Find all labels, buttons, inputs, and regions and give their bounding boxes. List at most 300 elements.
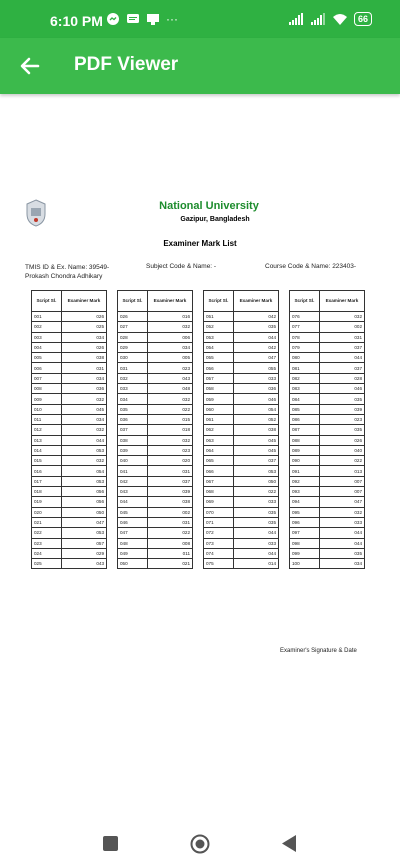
examiner-mark: 056 [61,497,106,507]
script-number: 063 [204,435,234,445]
table-row [118,559,193,569]
script-number: 018 [32,487,62,497]
examiner-mark: 037 [147,476,192,486]
script-number: 026 [118,312,148,322]
script-number: 057 [204,373,234,383]
examiner-mark: 044 [319,538,364,548]
examiner-mark: 038 [61,353,106,363]
table-row [118,322,193,332]
table-row [118,342,193,352]
script-number: 048 [118,538,148,548]
table-row [204,332,279,342]
table-row [204,476,279,486]
script-number: 061 [204,414,234,424]
script-number: 040 [118,456,148,466]
table-row [290,445,365,455]
examiner-mark: 022 [319,456,364,466]
table-row [290,497,365,507]
script-number: 042 [118,476,148,486]
table-row [204,384,279,394]
back-arrow-icon[interactable] [16,52,44,80]
examiner-mark: 050 [61,507,106,517]
script-number: 030 [118,353,148,363]
examiner-mark: 055 [233,363,278,373]
script-number: 053 [204,332,234,342]
clock: 6:10 PM [50,13,103,29]
col-header-script: Script Sl. [204,291,234,312]
script-number: 075 [204,559,234,569]
examiner-mark: 036 [233,384,278,394]
table-row [204,394,279,404]
mark-table [203,290,279,569]
table-row [32,507,107,517]
examiner-mark: 002 [319,322,364,332]
home-icon[interactable] [190,834,210,854]
examiner-mark: 031 [61,363,106,373]
table-row [204,507,279,517]
table-row [32,466,107,476]
table-row [118,332,193,342]
table-row [32,538,107,548]
table-row [204,517,279,527]
examiner-mark: 032 [61,425,106,435]
table-row [290,414,365,424]
script-number: 081 [290,363,320,373]
script-number: 016 [32,466,62,476]
examiner-mark: 054 [61,466,106,476]
table-row [118,548,193,558]
messenger-icon [106,12,120,26]
table-row [32,548,107,558]
script-number: 012 [32,425,62,435]
script-number: 074 [204,548,234,558]
script-number: 007 [32,373,62,383]
script-number: 097 [290,528,320,538]
examiner-mark: 022 [233,487,278,497]
table-row [118,476,193,486]
table-row [118,404,193,414]
message-icon [126,12,140,26]
signal-2-icon [310,12,326,26]
table-row [290,342,365,352]
table-row [118,312,193,322]
examiner-mark: 018 [147,425,192,435]
table-row [204,342,279,352]
script-number: 035 [118,404,148,414]
script-number: 002 [32,322,62,332]
table-row [32,435,107,445]
script-number: 043 [118,487,148,497]
script-number: 003 [32,332,62,342]
examiner-mark: 054 [233,404,278,414]
examiner-mark: 032 [61,394,106,404]
table-row [290,332,365,342]
table-row [32,528,107,538]
script-number: 088 [290,435,320,445]
examiner-mark: 035 [233,507,278,517]
examiner-mark: 040 [319,445,364,455]
table-row [204,425,279,435]
examiner-mark: 014 [233,559,278,569]
examiner-mark: 056 [61,487,106,497]
script-number: 041 [118,466,148,476]
examiner-mark: 038 [233,425,278,435]
examiner-mark: 031 [147,517,192,527]
table-row [204,456,279,466]
script-number: 052 [204,322,234,332]
examiner-mark: 043 [61,559,106,569]
table-row [204,414,279,424]
more-notifications: ··· [166,12,178,26]
examiner-mark: 050 [233,476,278,486]
col-header-mark: Examiner Mark [319,291,364,312]
script-number: 100 [290,559,320,569]
script-number: 073 [204,538,234,548]
examiner-mark: 048 [147,384,192,394]
examiner-mark: 035 [233,517,278,527]
course-info: Course Code & Name: 223403- [265,263,357,270]
examiner-mark: 025 [61,322,106,332]
table-row [290,363,365,373]
wifi-icon [332,12,348,26]
script-number: 092 [290,476,320,486]
script-number: 089 [290,445,320,455]
script-number: 027 [118,322,148,332]
examiner-mark: 002 [147,507,192,517]
table-row [118,425,193,435]
table-row [290,487,365,497]
script-number: 067 [204,476,234,486]
table-row [118,384,193,394]
script-number: 013 [32,435,62,445]
script-number: 064 [204,445,234,455]
script-number: 071 [204,517,234,527]
table-row [290,435,365,445]
script-number: 065 [204,456,234,466]
script-number: 093 [290,487,320,497]
table-row [290,528,365,538]
table-row [32,476,107,486]
examiner-mark: 026 [61,312,106,322]
script-number: 077 [290,322,320,332]
examiner-mark: 021 [147,559,192,569]
table-row [32,332,107,342]
table-row [118,394,193,404]
table-row [32,517,107,527]
examiner-mark: 034 [61,414,106,424]
document-title: Examiner Mark List [163,239,237,248]
table-row [204,404,279,414]
examiner-mark: 032 [319,312,364,322]
table-row [290,548,365,558]
script-number: 036 [118,414,148,424]
examiner-mark: 047 [61,517,106,527]
examiner-mark: 032 [319,507,364,517]
examiner-mark: 006 [147,332,192,342]
script-number: 020 [32,507,62,517]
examiner-mark: 037 [319,363,364,373]
examiner-mark: 028 [319,373,364,383]
examiner-mark: 036 [61,384,106,394]
table-row [32,384,107,394]
examiner-mark: 005 [147,353,192,363]
script-number: 059 [204,394,234,404]
examiner-mark: 043 [147,373,192,383]
table-row [290,517,365,527]
table-row [204,559,279,569]
table-row [32,322,107,332]
table-row [118,517,193,527]
status-bar [0,0,400,38]
table-row [290,404,365,414]
script-number: 015 [32,456,62,466]
script-number: 038 [118,435,148,445]
table-row [290,384,365,394]
table-row [118,538,193,548]
script-number: 058 [204,384,234,394]
script-number: 078 [290,332,320,342]
table-row [32,425,107,435]
table-row [204,497,279,507]
script-number: 039 [118,445,148,455]
table-row [118,456,193,466]
notification-icons [106,12,178,26]
script-number: 072 [204,528,234,538]
examiner-mark: 029 [61,548,106,558]
examiner-mark: 046 [319,384,364,394]
table-row [118,435,193,445]
script-number: 044 [118,497,148,507]
script-number: 090 [290,456,320,466]
examiner-mark: 034 [319,559,364,569]
examiner-mark: 023 [319,414,364,424]
table-row [32,373,107,383]
table-row [32,312,107,322]
script-number: 070 [204,507,234,517]
examiner-mark: 035 [233,322,278,332]
table-row [32,394,107,404]
script-number: 086 [290,414,320,424]
table-row [290,425,365,435]
mark-table [117,290,193,569]
table-row [204,312,279,322]
table-row [290,559,365,569]
table-row [118,373,193,383]
table-row [32,414,107,424]
table-row [32,497,107,507]
table-row [290,394,365,404]
script-number: 050 [118,559,148,569]
script-number: 060 [204,404,234,414]
script-number: 037 [118,425,148,435]
script-number: 029 [118,342,148,352]
examiner-mark: 053 [61,528,106,538]
col-header-script: Script Sl. [32,291,62,312]
examiner-mark: 023 [147,363,192,373]
examiner-mark: 031 [147,466,192,476]
script-number: 085 [290,404,320,414]
script-number: 055 [204,353,234,363]
examiner-mark: 026 [319,435,364,445]
table-row [204,528,279,538]
script-number: 009 [32,394,62,404]
script-number: 001 [32,312,62,322]
examiner-mark: 053 [61,445,106,455]
examiner-mark: 022 [147,528,192,538]
script-number: 004 [32,342,62,352]
script-number: 028 [118,332,148,342]
table-row [118,507,193,517]
examiner-mark: 038 [147,497,192,507]
table-row [32,456,107,466]
script-number: 031 [118,363,148,373]
table-row [32,487,107,497]
examiner-mark: 026 [61,342,106,352]
examiner-mark: 044 [233,548,278,558]
script-number: 017 [32,476,62,486]
script-number: 096 [290,517,320,527]
examiner-mark: 044 [61,435,106,445]
examiner-mark: 022 [147,404,192,414]
back-nav-icon[interactable] [282,835,296,852]
examiner-mark: 044 [233,528,278,538]
examiner-mark: 053 [61,476,106,486]
examiner-mark: 033 [233,538,278,548]
examiner-mark: 035 [319,425,364,435]
table-row [290,507,365,517]
script-number: 023 [32,538,62,548]
examiner-mark: 033 [233,373,278,383]
examiner-mark: 032 [147,394,192,404]
table-row [290,312,365,322]
examiner-mark: 035 [319,394,364,404]
examiner-mark: 023 [147,445,192,455]
table-row [118,487,193,497]
table-row [204,466,279,476]
script-number: 008 [32,384,62,394]
examiner-mark: 033 [319,517,364,527]
mark-table [289,290,365,569]
table-row [204,373,279,383]
script-number: 076 [290,312,320,322]
table-row [290,353,365,363]
mark-tables [31,290,365,569]
navigation-bar [0,820,400,867]
table-row [204,487,279,497]
table-row [118,466,193,476]
examiner-mark: 016 [147,312,192,322]
table-row [32,404,107,414]
script-number: 021 [32,517,62,527]
examiner-mark: 044 [233,332,278,342]
script-number: 049 [118,548,148,558]
script-number: 056 [204,363,234,373]
examiner-mark: 045 [233,435,278,445]
script-number: 054 [204,342,234,352]
examiner-mark: 020 [147,456,192,466]
document-header [25,200,375,223]
script-number: 045 [118,507,148,517]
table-row [32,559,107,569]
script-number: 006 [32,363,62,373]
col-header-mark: Examiner Mark [233,291,278,312]
script-number: 019 [32,497,62,507]
examiner-mark: 015 [147,414,192,424]
table-row [32,342,107,352]
table-row [204,435,279,445]
examiner-mark: 039 [319,404,364,414]
examiner-mark: 037 [319,342,364,352]
examiner-mark: 008 [147,538,192,548]
examiner-mark: 034 [147,342,192,352]
examiner-mark: 046 [233,394,278,404]
examiner-mark: 053 [233,466,278,476]
recent-apps-icon[interactable] [103,836,118,851]
script-number: 068 [204,487,234,497]
examiner-mark: 042 [233,312,278,322]
table-row [204,322,279,332]
col-header-script: Script Sl. [118,291,148,312]
examiner-mark: 045 [61,404,106,414]
script-number: 047 [118,528,148,538]
subject-info: Subject Code & Name: - [146,263,217,270]
table-row [290,456,365,466]
examiner-mark: 047 [319,497,364,507]
signal-icon [288,12,304,26]
table-row [204,445,279,455]
examiner-mark: 034 [61,332,106,342]
script-number: 034 [118,394,148,404]
script-number: 046 [118,517,148,527]
app-bar [0,38,400,94]
examiner-mark: 035 [319,548,364,558]
script-number: 005 [32,353,62,363]
script-number: 033 [118,384,148,394]
script-number: 098 [290,538,320,548]
table-row [204,548,279,558]
table-row [32,363,107,373]
examiner-mark: 032 [61,456,106,466]
examiner-mark: 042 [233,342,278,352]
table-row [118,497,193,507]
script-number: 083 [290,384,320,394]
script-number: 094 [290,497,320,507]
examiner-mark: 047 [233,353,278,363]
system-icons [288,12,372,26]
script-number: 069 [204,497,234,507]
examiner-mark: 039 [147,487,192,497]
examiner-mark: 032 [147,322,192,332]
examiner-mark: 007 [319,476,364,486]
script-number: 062 [204,425,234,435]
examiner-mark: 044 [319,528,364,538]
examiner-mark: 044 [319,353,364,363]
university-name: National University [159,200,259,212]
script-number: 010 [32,404,62,414]
script-number: 091 [290,466,320,476]
university-location: Gazipur, Bangladesh [180,216,250,223]
script-number: 080 [290,353,320,363]
script-number: 095 [290,507,320,517]
script-number: 079 [290,342,320,352]
script-number: 082 [290,373,320,383]
examiner-mark: 033 [233,497,278,507]
examiner-mark: 007 [319,487,364,497]
col-header-mark: Examiner Mark [147,291,192,312]
monitor-icon [146,12,160,26]
table-row [290,322,365,332]
examiner-mark: 057 [61,538,106,548]
